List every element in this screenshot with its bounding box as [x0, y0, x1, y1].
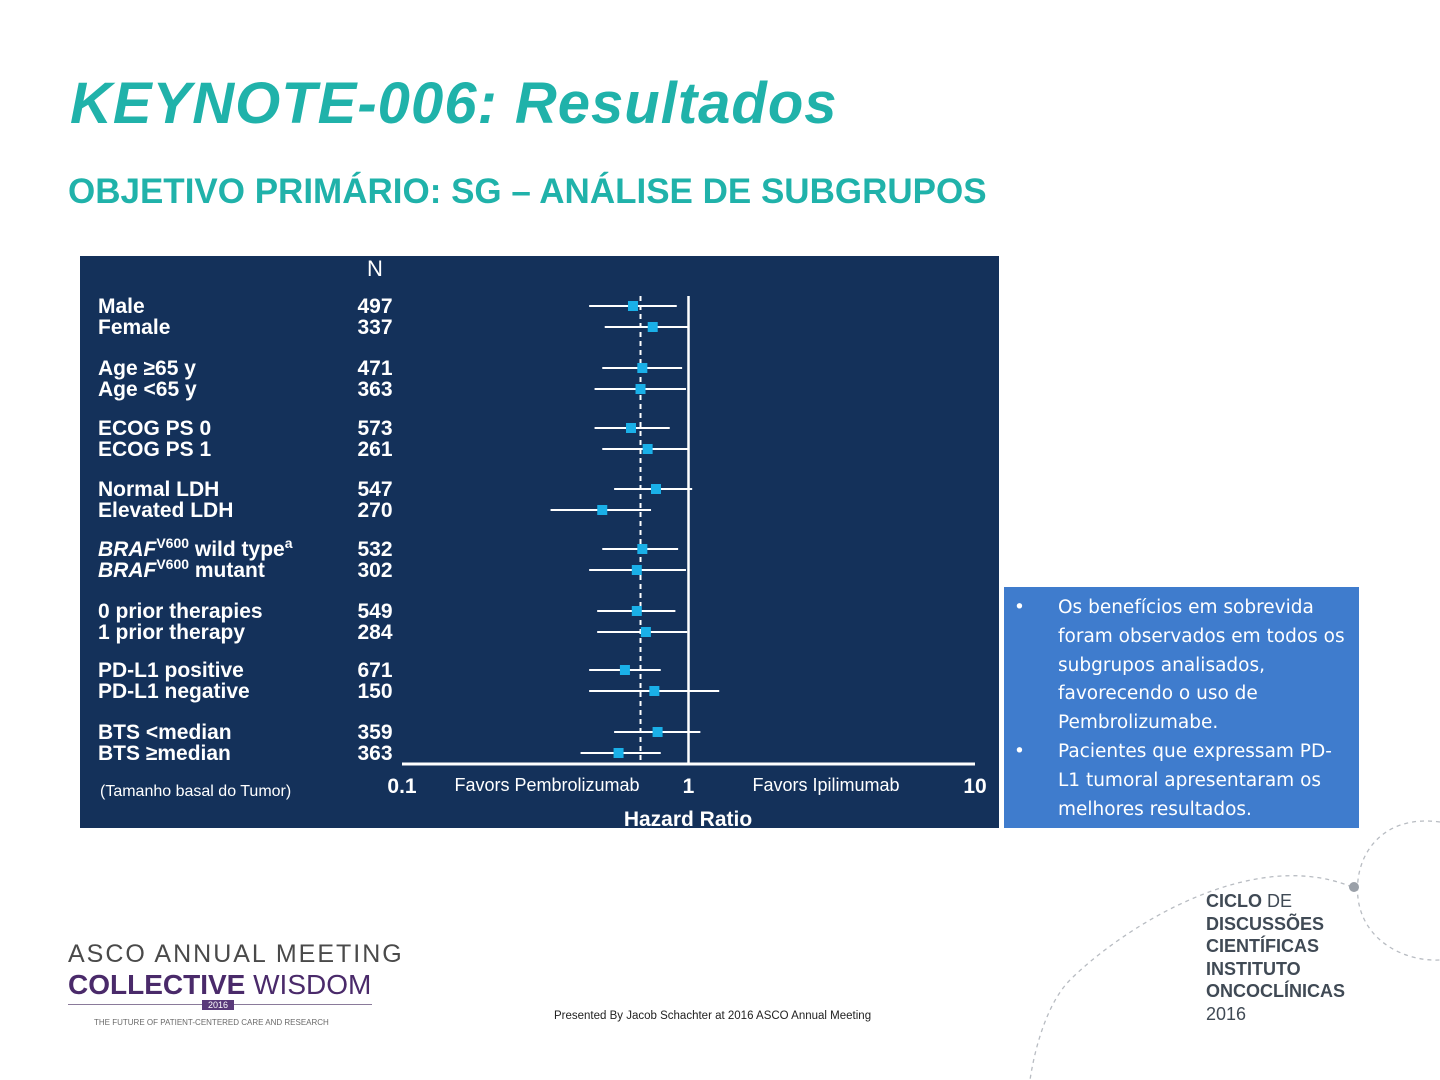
subgroup-label: Elevated LDH	[98, 499, 234, 522]
subgroup-n: 284	[357, 621, 393, 644]
asco-logo-line2	[68, 969, 404, 1001]
subgroup-n: 549	[357, 600, 393, 623]
bullet-glyph: •	[1014, 597, 1025, 618]
asco-logo-light: WISDOM	[245, 969, 372, 1000]
logo-line: CIENTÍFICAS	[1206, 936, 1320, 957]
x-tick-label: 0.1	[387, 775, 417, 798]
subgroup-n: 150	[357, 680, 393, 703]
subgroup-label: ECOG PS 0	[98, 417, 212, 440]
subgroup-label: PD-L1 positive	[98, 659, 244, 682]
subgroup-label: Normal LDH	[98, 478, 220, 501]
hazard-ratio-marker	[637, 544, 647, 554]
asco-logo-line1: ASCO ANNUAL MEETING	[68, 940, 404, 968]
subgroup-label: PD-L1 negative	[98, 680, 250, 703]
forest-plot	[80, 256, 999, 828]
logo-line: INSTITUTO	[1206, 958, 1301, 979]
subgroup-label: BTS <median	[98, 721, 232, 744]
subgroup-n: 532	[357, 538, 393, 561]
callout-bullet-text: Os benefícios em sobrevida foram observados em todos os subgrupos analisados, favorecendo o uso de Pembrolizumabe.	[1058, 597, 1345, 734]
x-tick-label: 1	[682, 775, 695, 798]
hazard-ratio-marker	[651, 484, 661, 494]
institute-logo	[1206, 890, 1345, 1026]
subgroup-label: $BRAF^{V600}$ mutant	[98, 556, 265, 582]
favors-right-label: Favors Ipilimumab	[752, 775, 900, 795]
hazard-ratio-marker	[653, 727, 663, 737]
hazard-ratio-marker	[637, 363, 647, 373]
hazard-ratio-marker	[643, 444, 653, 454]
subgroup-n: 471	[357, 357, 393, 380]
hazard-ratio-marker	[626, 423, 636, 433]
n-column-header: N	[367, 256, 383, 281]
hazard-ratio-marker	[632, 606, 642, 616]
summary-callout	[1004, 587, 1359, 828]
subgroup-n: 671	[357, 659, 393, 682]
bullet-glyph: •	[1014, 740, 1025, 762]
x-tick-label: 10	[963, 775, 987, 798]
logo-line: DISCUSSÕES	[1206, 913, 1325, 934]
subgroup-label: Age <65 y	[98, 378, 197, 401]
slide-title: KEYNOTE-006: Resultados	[70, 71, 838, 136]
favors-left-label: Favors Pembrolizumab	[454, 775, 640, 795]
forest-plot-panel	[80, 256, 999, 828]
hazard-ratio-marker	[649, 686, 659, 696]
subgroup-label: $BRAF^{V600}$ wild type$^a$	[98, 535, 293, 561]
logo-line: ONCOCLÍNICAS	[1206, 981, 1345, 1002]
logo-line: CICLO	[1206, 891, 1262, 911]
hazard-ratio-marker	[632, 565, 642, 575]
subgroup-label: Male	[98, 295, 145, 318]
subgroup-label: ECOG PS 1	[98, 438, 212, 461]
slide-subtitle: OBJETIVO PRIMÁRIO: SG – ANÁLISE DE SUBGRUPOS	[68, 172, 987, 211]
subgroup-n: 497	[357, 295, 393, 318]
x-axis-label: Hazard Ratio	[623, 808, 753, 828]
subgroup-label: Age ≥65 y	[98, 357, 196, 380]
subgroup-n: 359	[357, 721, 393, 744]
subgroup-n: 363	[357, 742, 393, 765]
asco-logo-year: 2016	[202, 1000, 234, 1010]
asco-logo-tagline: THE FUTURE OF PATIENT-CENTERED CARE AND RESEARCH	[94, 1018, 329, 1027]
subgroup-n: 573	[357, 417, 393, 440]
hazard-ratio-marker	[648, 322, 658, 332]
subgroup-n: 547	[357, 478, 393, 501]
hazard-ratio-marker	[597, 505, 607, 515]
subgroup-n: 270	[357, 499, 393, 522]
subgroup-n: 337	[357, 316, 393, 339]
hazard-ratio-marker	[636, 384, 646, 394]
hazard-ratio-marker	[614, 748, 624, 758]
asco-logo	[68, 940, 404, 1027]
subgroup-label: 0 prior therapies	[98, 600, 263, 623]
subgroup-n: 363	[357, 378, 393, 401]
presented-by: Presented By Jacob Schachter at 2016 ASCO Annual Meeting	[554, 1010, 872, 1022]
subgroup-label: 1 prior therapy	[98, 621, 246, 644]
callout-bullet	[1014, 738, 1345, 824]
subgroup-label: BTS ≥median	[98, 742, 231, 765]
logo-line-light: DE	[1262, 891, 1293, 911]
callout-bullet	[1014, 594, 1345, 738]
footnote: (Tamanho basal do Tumor)	[100, 783, 292, 800]
subgroup-n: 302	[357, 559, 393, 582]
hazard-ratio-marker	[641, 627, 651, 637]
logo-year: 2016	[1206, 1003, 1247, 1024]
subgroup-label: Female	[98, 316, 171, 339]
asco-logo-bold: COLLECTIVE	[68, 969, 246, 1000]
hazard-ratio-marker	[628, 301, 638, 311]
callout-bullet-text: Pacientes que expressam PD-L1 tumoral apresentaram os melhores resultados.	[1058, 740, 1332, 820]
hazard-ratio-marker	[620, 665, 630, 675]
subgroup-n: 261	[357, 438, 393, 461]
